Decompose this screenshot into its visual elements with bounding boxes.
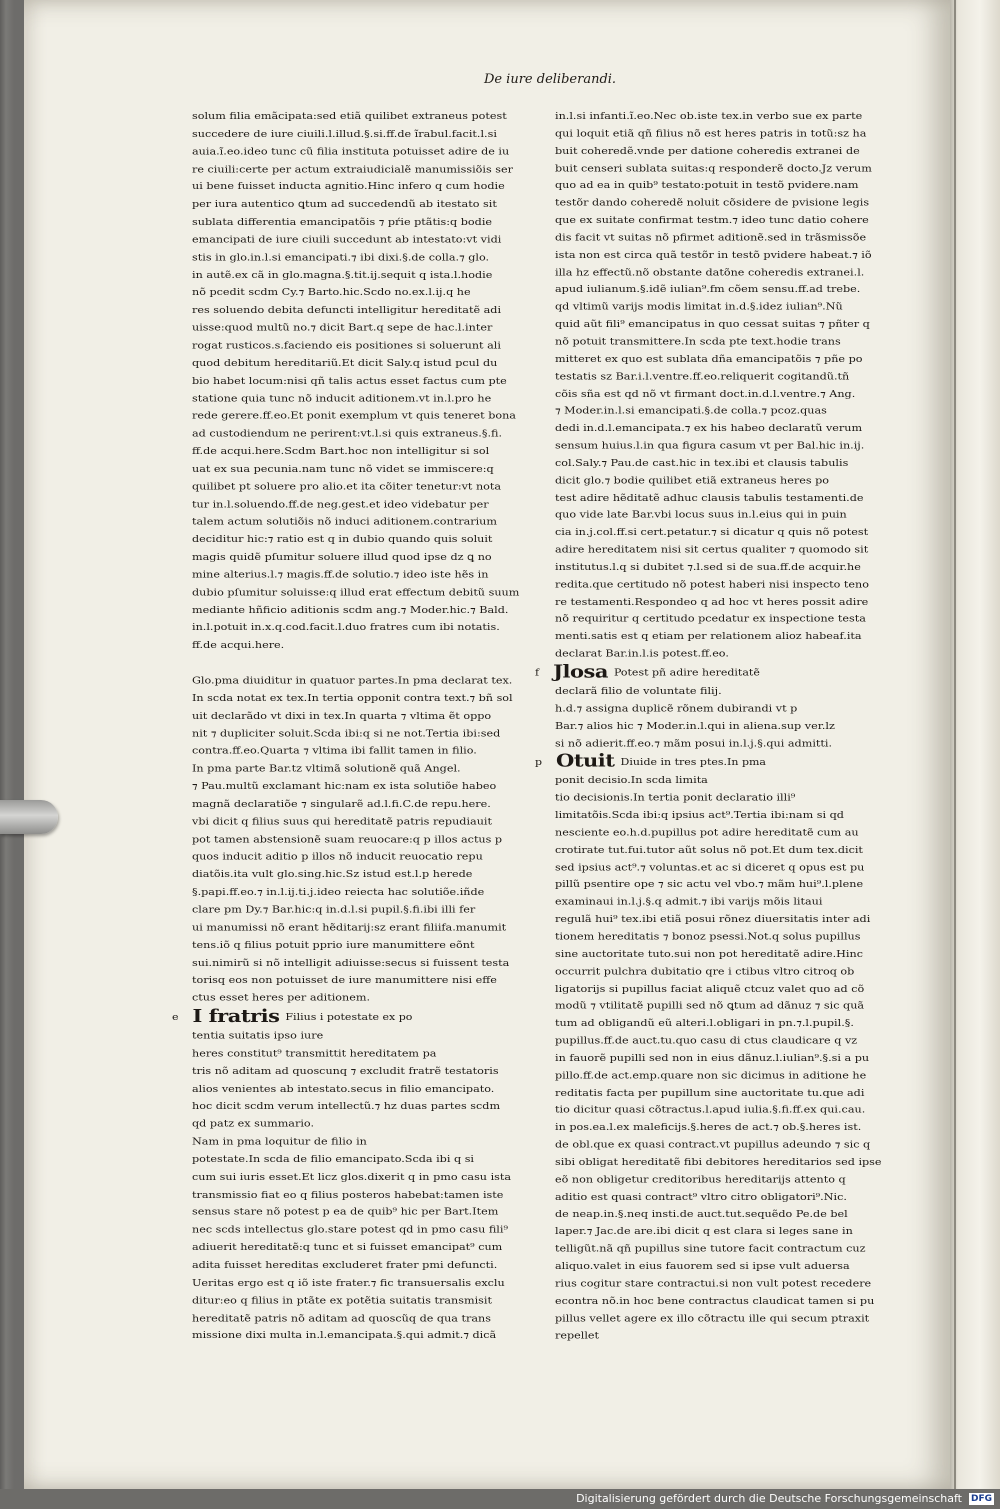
gloss-fratris-line: tris nõ aditam ad quoscunq ⁊ excludit fratrẽ testatoris	[192, 1065, 499, 1077]
gloss-potuit-line: aliquo.valet in eius fauorem sed si ipse vult aduersa	[555, 1260, 850, 1272]
digitization-footer	[0, 1489, 1000, 1509]
text-line: diatõis.ita vult glo.sing.hic.Sz istud est.l.p herede	[192, 868, 473, 880]
text-line: bio habet locum:nisi qñ talis actus esset factus cum pte	[192, 375, 507, 387]
text-line: ui bene fuisset inducta agnitio.Hinc infero q cum hodie	[192, 181, 505, 193]
text-line: col.Saly.⁊ Pau.de cast.hic in tex.ibi et clausis tabulis	[555, 457, 849, 469]
gloss-potuit-heading	[535, 750, 879, 773]
gloss-fratris-heading	[172, 1004, 522, 1027]
gloss-potuit-line: in pos.ea.l.ex maleficijs.§.heres de act.⁊ ob.§.heres ist.	[555, 1122, 862, 1133]
gloss-fratris-line: adiuerit hereditatẽ:q tunc et si fuisset emancipat⁹ cum	[192, 1241, 503, 1253]
page-edge	[950, 0, 1000, 1489]
text-line: mine alterius.l.⁊ magis.ff.de solutio.⁊ ideo iste hẽs in	[192, 569, 489, 581]
gloss-potuit-line: tio dicitur quasi cõtractus.l.apud iulia.§.fi.ff.ex qui.cau.	[555, 1104, 866, 1116]
gloss-potuit-line: tum ad obligandũ eũ alteri.l.obligari in pn.⁊.l.pupil.§.	[555, 1017, 854, 1029]
gloss-potuit-line: de obl.que ex quasi contract.vt pupillus adeundo ⁊ sic q	[555, 1139, 871, 1151]
text-line: In scda notat ex tex.In tertia opponit contra text.⁊ bñ sol	[192, 692, 513, 704]
gloss-fratris-line: nec scds intellectus glo.stare potest qd in pmo casu fili⁹	[192, 1224, 508, 1236]
gloss-potuit-line: modũ ⁊ vtilitatẽ pupilli sed nõ ꝗtum ad dãnuz ⁊ sic quã	[555, 1000, 865, 1012]
text-line: quo ad ea in quib⁹ testato:potuit in testõ pvidere.nam	[555, 179, 859, 191]
text-line: dedi in.d.l.emancipata.⁊ ex his habeo declaratũ verum	[555, 422, 863, 434]
text-line: in autẽ.ex cã in glo.magna.§.tit.ij.sequit q ista.l.hodie	[192, 269, 493, 281]
text-line: uit declarãdo vt dixi in tex.In quarta ⁊ vltima ẽt oppo	[192, 710, 492, 722]
text-line: re testamenti.Respondeo q ad hoc vt heres possit adire	[555, 596, 869, 608]
text-line: declarat Bar.in.l.is potest.ff.eo.	[555, 648, 729, 660]
text-line: cia in.j.col.ff.si cert.petatur.⁊ si dicatur q quis nõ potest	[555, 526, 869, 538]
text-line: institutus.l.q si dubitet ⁊.l.sed si de sua.ff.de acquir.he	[555, 561, 861, 573]
page-clip	[0, 800, 58, 834]
gloss-potuit-line: de neap.in.§.neq insti.de auct.tut.sequẽdo Pe.de bel	[555, 1208, 848, 1220]
gloss-glosa-marker: f	[535, 667, 540, 679]
gloss-potuit-line: regulã hui⁹ tex.ibi etiã posui rõnez diuersitatis inter adi	[555, 913, 871, 925]
gloss-fratris-line: Filius i potestate ex po	[285, 1011, 413, 1023]
gloss-glosa-initial: Jlosa	[553, 660, 608, 682]
gloss-glosa-line: si nõ adierit.ff.eo.⁊ mãm posui in.l.j.§.qui admitti.	[555, 737, 833, 749]
gloss-potuit-line: reditatis facta per pupillum sine auctoritate tu.que adi	[555, 1087, 865, 1099]
text-line: In pma parte Bar.tz vltimã solutionẽ quã Angel.	[192, 763, 461, 775]
text-line: test adire hẽditatẽ adhuc clausis tabulis testamenti.de	[555, 492, 864, 504]
text-line: testatis sz Bar.i.l.ventre.ff.eo.reliquerit cogitandũ.tñ	[555, 370, 850, 382]
gloss-potuit-line: limitatõis.Scda ibi:q ipsius act⁹.Tertia ibi:nam si qd	[555, 809, 844, 821]
gloss-fratris-initial: I fratris	[192, 1004, 280, 1027]
text-line: dubio pſumitur soluisse:q illud erat effectum debitũ suum	[192, 586, 520, 598]
text-line: buit coheredẽ.vnde per datione coheredis extranei de	[555, 145, 860, 157]
gloss-potuit-line: eõ non obligetur creditoribus hereditarijs attento q	[555, 1174, 846, 1185]
text-line: dis facit vt suitas nõ pfirmet aditionẽ.sed in trãsmissõe	[555, 231, 867, 243]
text-line: nõ requiritur q certitudo pcedatur ex inspectione testa	[555, 613, 866, 625]
text-line: magnã declaratiõe ⁊ singularẽ ad.l.fi.C.de repu.here.	[192, 798, 491, 810]
text-line: illa hz effectũ.nõ obstante datõne coheredis extranei.l.	[555, 266, 865, 278]
text-line: pot tamen abstensionẽ suam reuocare:q p illos actus p	[192, 833, 503, 845]
gloss-fratris-line: heres constitut⁹ transmittit hereditatem pa	[192, 1047, 437, 1059]
text-line: stis in glo.in.l.si emancipati.⁊ ibi dixi.§.de colla.⁊ glo.	[192, 251, 490, 263]
digitization-credit: Digitalisierung gefördert durch die Deutsche Forschungsgemeinschaft	[576, 1492, 962, 1505]
text-line: que ex suitate confirmat testm.⁊ ideo tunc datio cohere	[555, 214, 869, 226]
text-line: qd vltimũ varijs modis limitat in.d.§.idez iulian⁹.Nũ	[555, 301, 843, 313]
gloss-fratris-line: potestate.In scda de filio emancipato.Scda ibi q si	[192, 1153, 475, 1165]
gloss-potuit-line: occurrit pulchra dubitatio qre i ctibus vltro citroq ob	[555, 965, 855, 977]
gloss-potuit-line: sine auctoritate tuto.sui non pot hereditatẽ adire.Hinc	[555, 948, 863, 960]
text-line: qui loquit etiã qñ filius nõ est heres patris in totũ:sz ha	[555, 127, 867, 139]
text-line: uisse:quod multũ no.⁊ dicit Bart.q sepe de hac.l.inter	[192, 322, 493, 334]
text-line: rede gerere.ff.eo.Et ponit exemplum vt quis teneret bona	[192, 410, 516, 422]
text-line: mitteret ex quo est sublata dña emancipatõis ⁊ pñe po	[555, 353, 863, 365]
gloss-potuit-line: sed ipsius act⁹.⁊ voluntas.et ac si diceret q opus est pu	[555, 861, 865, 873]
text-line: quos inducit aditio p illos nõ inducit reuocatio repu	[192, 851, 483, 863]
text-line: menti.satis est q etiam per relationem alioz habeaf.ita	[555, 631, 862, 642]
text-line: quod debitum hereditariũ.Et dicit Saly.q istud pcul du	[192, 357, 498, 369]
text-line: tens.iõ q filius potuit pprio iure manumittere eõnt	[192, 939, 475, 951]
text-line: buit censeri sublata suitas:q responderẽ docto.Jz verum	[555, 162, 872, 174]
text-line: deciditur hic:⁊ ratio est q in dubio quando quis soluit	[192, 533, 493, 545]
gloss-potuit-line: crotirate tut.fui.tutor aũt solus nõ pot.Et dum tex.dicit	[555, 844, 863, 856]
text-line: in.l.potuit in.x.q.cod.facit.l.duo fratres cum ibi notatis.	[192, 621, 500, 633]
gloss-potuit-line: Diuide in tres ptes.In pma	[620, 756, 766, 768]
text-line: auia.ĩ.eo.ideo tunc cũ filia instituta potuisset adire de iu	[192, 145, 510, 157]
gloss-fratris-marker: e	[172, 1011, 179, 1023]
right-column	[535, 108, 882, 1345]
text-line: cõis sña est qd nõ vt firmant doct.in.d.l.ventre.⁊ Ang.	[555, 388, 856, 399]
gloss-potuit-line: ligatorijs si pupillus faciat aliquẽ ctcuz valet quo ad cõ	[555, 983, 865, 995]
gloss-fratris-line: hereditatẽ patris nõ aditam ad quoscũq de qua trans	[192, 1312, 491, 1324]
gloss-fratris-line: transmissio fiat eo q filius posteros habebat:tamen iste	[192, 1188, 504, 1200]
dfg-logo: DFG	[970, 1494, 992, 1504]
text-line: quilibet pt soluere pro alio.et ita cõiter tenetur:vt nota	[192, 480, 502, 492]
text-line: sublata differentia emancipatõis ⁊ pŕie ptãtis:q bodie	[192, 216, 493, 228]
text-line: quo vide late Bar.vbi locus suus in.l.eius qui in puin	[555, 509, 847, 521]
text-line	[192, 655, 522, 673]
gloss-potuit-line: repellet	[555, 1330, 600, 1342]
text-line: talem actum solutiõis nõ induci aditionem.contrarium	[192, 516, 497, 528]
gloss-potuit-line: laper.⁊ Jac.de are.ibi dicit q est clara si leges sane in	[555, 1226, 853, 1237]
text-line: solum filia emãcipata:sed etiã quilibet extraneus potest	[192, 110, 507, 122]
gloss-potuit-line: nesciente eo.h.d.pupillus pot adire hereditatẽ cum au	[555, 827, 859, 838]
text-line: per iura autentico ꝗtum ad succedendũ ab itestato sit	[192, 198, 497, 210]
text-line: in.l.si infanti.ĩ.eo.Nec ob.iste tex.in verbo sue ex parte	[555, 110, 863, 122]
text-line: nõ potuit transmittere.In scda pte text.hodie trans	[555, 336, 841, 347]
gloss-potuit-line: pupillus.ff.de auct.tu.quo casu di ctus claudicare q vz	[555, 1035, 858, 1047]
text-line: ff.de acqui.here.Scdm Bart.hoc non intelligitur si sol	[192, 445, 490, 457]
text-line: sensum huius.l.in qua figura casum vt per Bal.hic in.ij.	[555, 440, 865, 451]
text-line: testõr dando coheredẽ noluit cõsidere de pvisione legis	[555, 197, 870, 209]
text-line: dicit glo.⁊ bodie quilibet etiã extraneus heres po	[555, 474, 830, 486]
text-line: Glo.pma diuiditur in quatuor partes.In pma declarat tex.	[192, 674, 513, 686]
gloss-fratris-line: adita fuisset hereditas excluderet frater pmi defuncti.	[192, 1259, 498, 1271]
text-line: contra.ff.eo.Quarta ⁊ vltima ibi fallit tamen in filio.	[192, 745, 477, 757]
text-line: §.papi.ff.eo.⁊ in.l.ij.ti.j.ideo reiecta hac solutiõe.iñde	[192, 886, 485, 898]
text-line: emancipati de iure ciuili succedunt ab intestato:vt vidi	[192, 233, 502, 245]
text-line: vbi dicit q filius suus qui hereditatẽ patris repudiauit	[192, 815, 492, 827]
text-line: torisq eos non potuisset de iure manumittere nisi effe	[192, 974, 497, 986]
text-line: mediante hñficio aditionis scdm ang.⁊ Moder.hic.⁊ Bald.	[192, 604, 509, 616]
gloss-potuit-marker: p	[535, 756, 543, 768]
gloss-potuit-line: tio decisionis.In tertia ponit declaratio illi⁹	[555, 792, 796, 804]
gloss-glosa-line: Bar.⁊ alios hic ⁊ Moder.in.l.qui in aliena.sup ver.lz	[555, 720, 835, 732]
gloss-fratris-line: Ueritas ergo est q iõ iste frater.⁊ fic transuersalis exclu	[192, 1277, 505, 1289]
text-line: clare pm Dy.⁊ Bar.hic:q in.d.l.si pupil.§.fi.ibi illi fer	[192, 904, 476, 916]
gloss-potuit-line: tionem hereditatis ⁊ bonoz psessi.Not.q solus pupillus	[555, 931, 861, 943]
gloss-fratris-line: ditur:eo q filius in ptãte ex potẽtia suitatis transmisit	[192, 1294, 492, 1306]
text-line: ff.de acqui.here.	[192, 639, 285, 651]
text-line: uat ex sua pecunia.nam tunc nõ videt se immiscere:q	[192, 463, 494, 475]
text-line: nõ pcedit scdm Cy.⁊ Barto.hic.Scdo no.ex.l.ij.q he	[192, 286, 471, 298]
text-line: quid aũt fili⁹ emancipatus in quo cessat suitas ⁊ pñter q	[555, 318, 870, 330]
left-column	[172, 108, 522, 1345]
text-line: nit ⁊ dupliciter soluit.Scda ibi:q si ne not.Tertia ibi:sed	[192, 727, 501, 739]
text-line: re ciuili:certe per actum extraiudicialẽ manumissiõis ser	[192, 163, 513, 175]
text-line: magis quidẽ pſumitur soluere illud quod ipse dz ꝗ no	[192, 551, 492, 563]
gloss-glosa-line: h.d.⁊ assigna duplicẽ rõnem dubirandi vt p	[555, 703, 798, 714]
gloss-fratris-line: cum sui iuris esset.Et licz glos.dixerit q in pmo casu ista	[192, 1171, 512, 1183]
text-line: res soluendo debita defuncti intelligitur hereditatẽ adi	[192, 304, 502, 316]
gloss-potuit-line: econtra nõ.in hoc bene contractus claudicat tamen si pu	[555, 1295, 875, 1307]
gloss-glosa-line: Potest pñ adire hereditatẽ	[613, 667, 760, 679]
gloss-potuit-line: examinaui in.l.j.§.q admit.⁊ ibi varijs mõis litaui	[555, 896, 823, 908]
gloss-potuit-line: aditio est quasi contract⁹ vltro citro obligatori⁹.Nic.	[555, 1191, 847, 1203]
text-line: ctus esset heres per aditionem.	[192, 992, 371, 1004]
gloss-fratris-line: sensus stare nõ potest p ea de quib⁹ hic per Bart.Item	[192, 1206, 499, 1218]
gloss-fratris-line: hoc dicit scdm verum intellectũ.⁊ hz duas partes scdm	[192, 1100, 501, 1112]
text-line: apud iulianum.§.idẽ iulian⁹.fm cõem sensu.ff.ad trebe.	[555, 284, 861, 295]
gloss-potuit-line: in fauorẽ pupilli sed non in eius dãnuz.l.iulian⁹.§.si a pu	[555, 1052, 870, 1064]
text-line: ad custodiendum ne perirent:vt.l.si quis extraneus.§.fi.	[192, 427, 503, 439]
text-line: rogat rusticos.s.faciendo eis positiones si soluerunt ali	[192, 339, 501, 351]
gloss-fratris-line: qd patz ex summario.	[192, 1118, 314, 1130]
gloss-potuit-line: pillo.ff.de act.emp.quare non sic dicimus in aditione he	[555, 1070, 867, 1081]
gloss-potuit-line: ponit decisio.In scda limita	[555, 775, 708, 786]
gloss-glosa-line: declarã filio de voluntate filij.	[555, 685, 722, 697]
gloss-potuit-line: pillus vellet agere ex illo cõtractu ille qui secum ptraxit	[555, 1312, 870, 1324]
text-line: redita.que certitudo nõ potest haberi nisi inspecto teno	[555, 578, 869, 590]
text-line: tur in.l.soluendo.ff.de neg.gest.et ideo videbatur per	[192, 498, 489, 510]
gloss-fratris-line: missione dixi multa in.l.emancipata.§.qui admit.⁊ dicã	[192, 1330, 497, 1342]
gloss-potuit-line: rius cogitur stare contractui.si non vult potest recedere	[555, 1278, 872, 1290]
gloss-fratris-line: tentia suitatis ipso iure	[192, 1030, 324, 1042]
gloss-potuit-line: pillũ psentire ope ⁊ sic actu vel vbo.⁊ mãm hui⁹.l.plene	[555, 879, 864, 890]
gloss-potuit-line: sibi obligat hereditatẽ fibi debitores hereditarios sed ipse	[555, 1156, 882, 1168]
text-line: sui.nimirũ si nõ intelligit adiuisse:secus si fuissent testa	[192, 957, 510, 969]
text-line: statione quia tunc nõ inducit aditionem.vt in.l.pro he	[192, 392, 492, 404]
text-line: ⁊ Pau.multũ exclamant hic:nam ex ista solutiõe habeo	[192, 780, 497, 792]
text-line: ui manumissi nõ erant hẽditarij:sz erant filiifa.manumit	[192, 921, 507, 933]
gloss-potuit-line: telligũt.nã qñ pupillus sine tutore facit contractum cuz	[555, 1243, 866, 1255]
gloss-fratris-line: alios venientes ab intestato.secus in filio emancipato.	[192, 1083, 495, 1095]
running-head: De iure deliberandi.	[483, 72, 617, 87]
text-line: ⁊ Moder.in.l.si emancipati.§.de colla.⁊ pcoz.quas	[555, 405, 827, 417]
gloss-glosa-heading	[535, 660, 879, 683]
gloss-fratris-line: Nam in pma loquitur de filio in	[192, 1136, 367, 1148]
text-line: adire hereditatem nisi sit certus qualiter ⁊ quomodo sit	[555, 544, 869, 556]
text-line: succedere de iure ciuili.l.illud.§.si.ff.de ĩrabul.facit.l.si	[192, 128, 497, 140]
text-line: ista non est circa quã testõr in testõ pvidere habeat.⁊ iõ	[555, 249, 872, 261]
gloss-potuit-initial: Otuit	[556, 750, 615, 771]
